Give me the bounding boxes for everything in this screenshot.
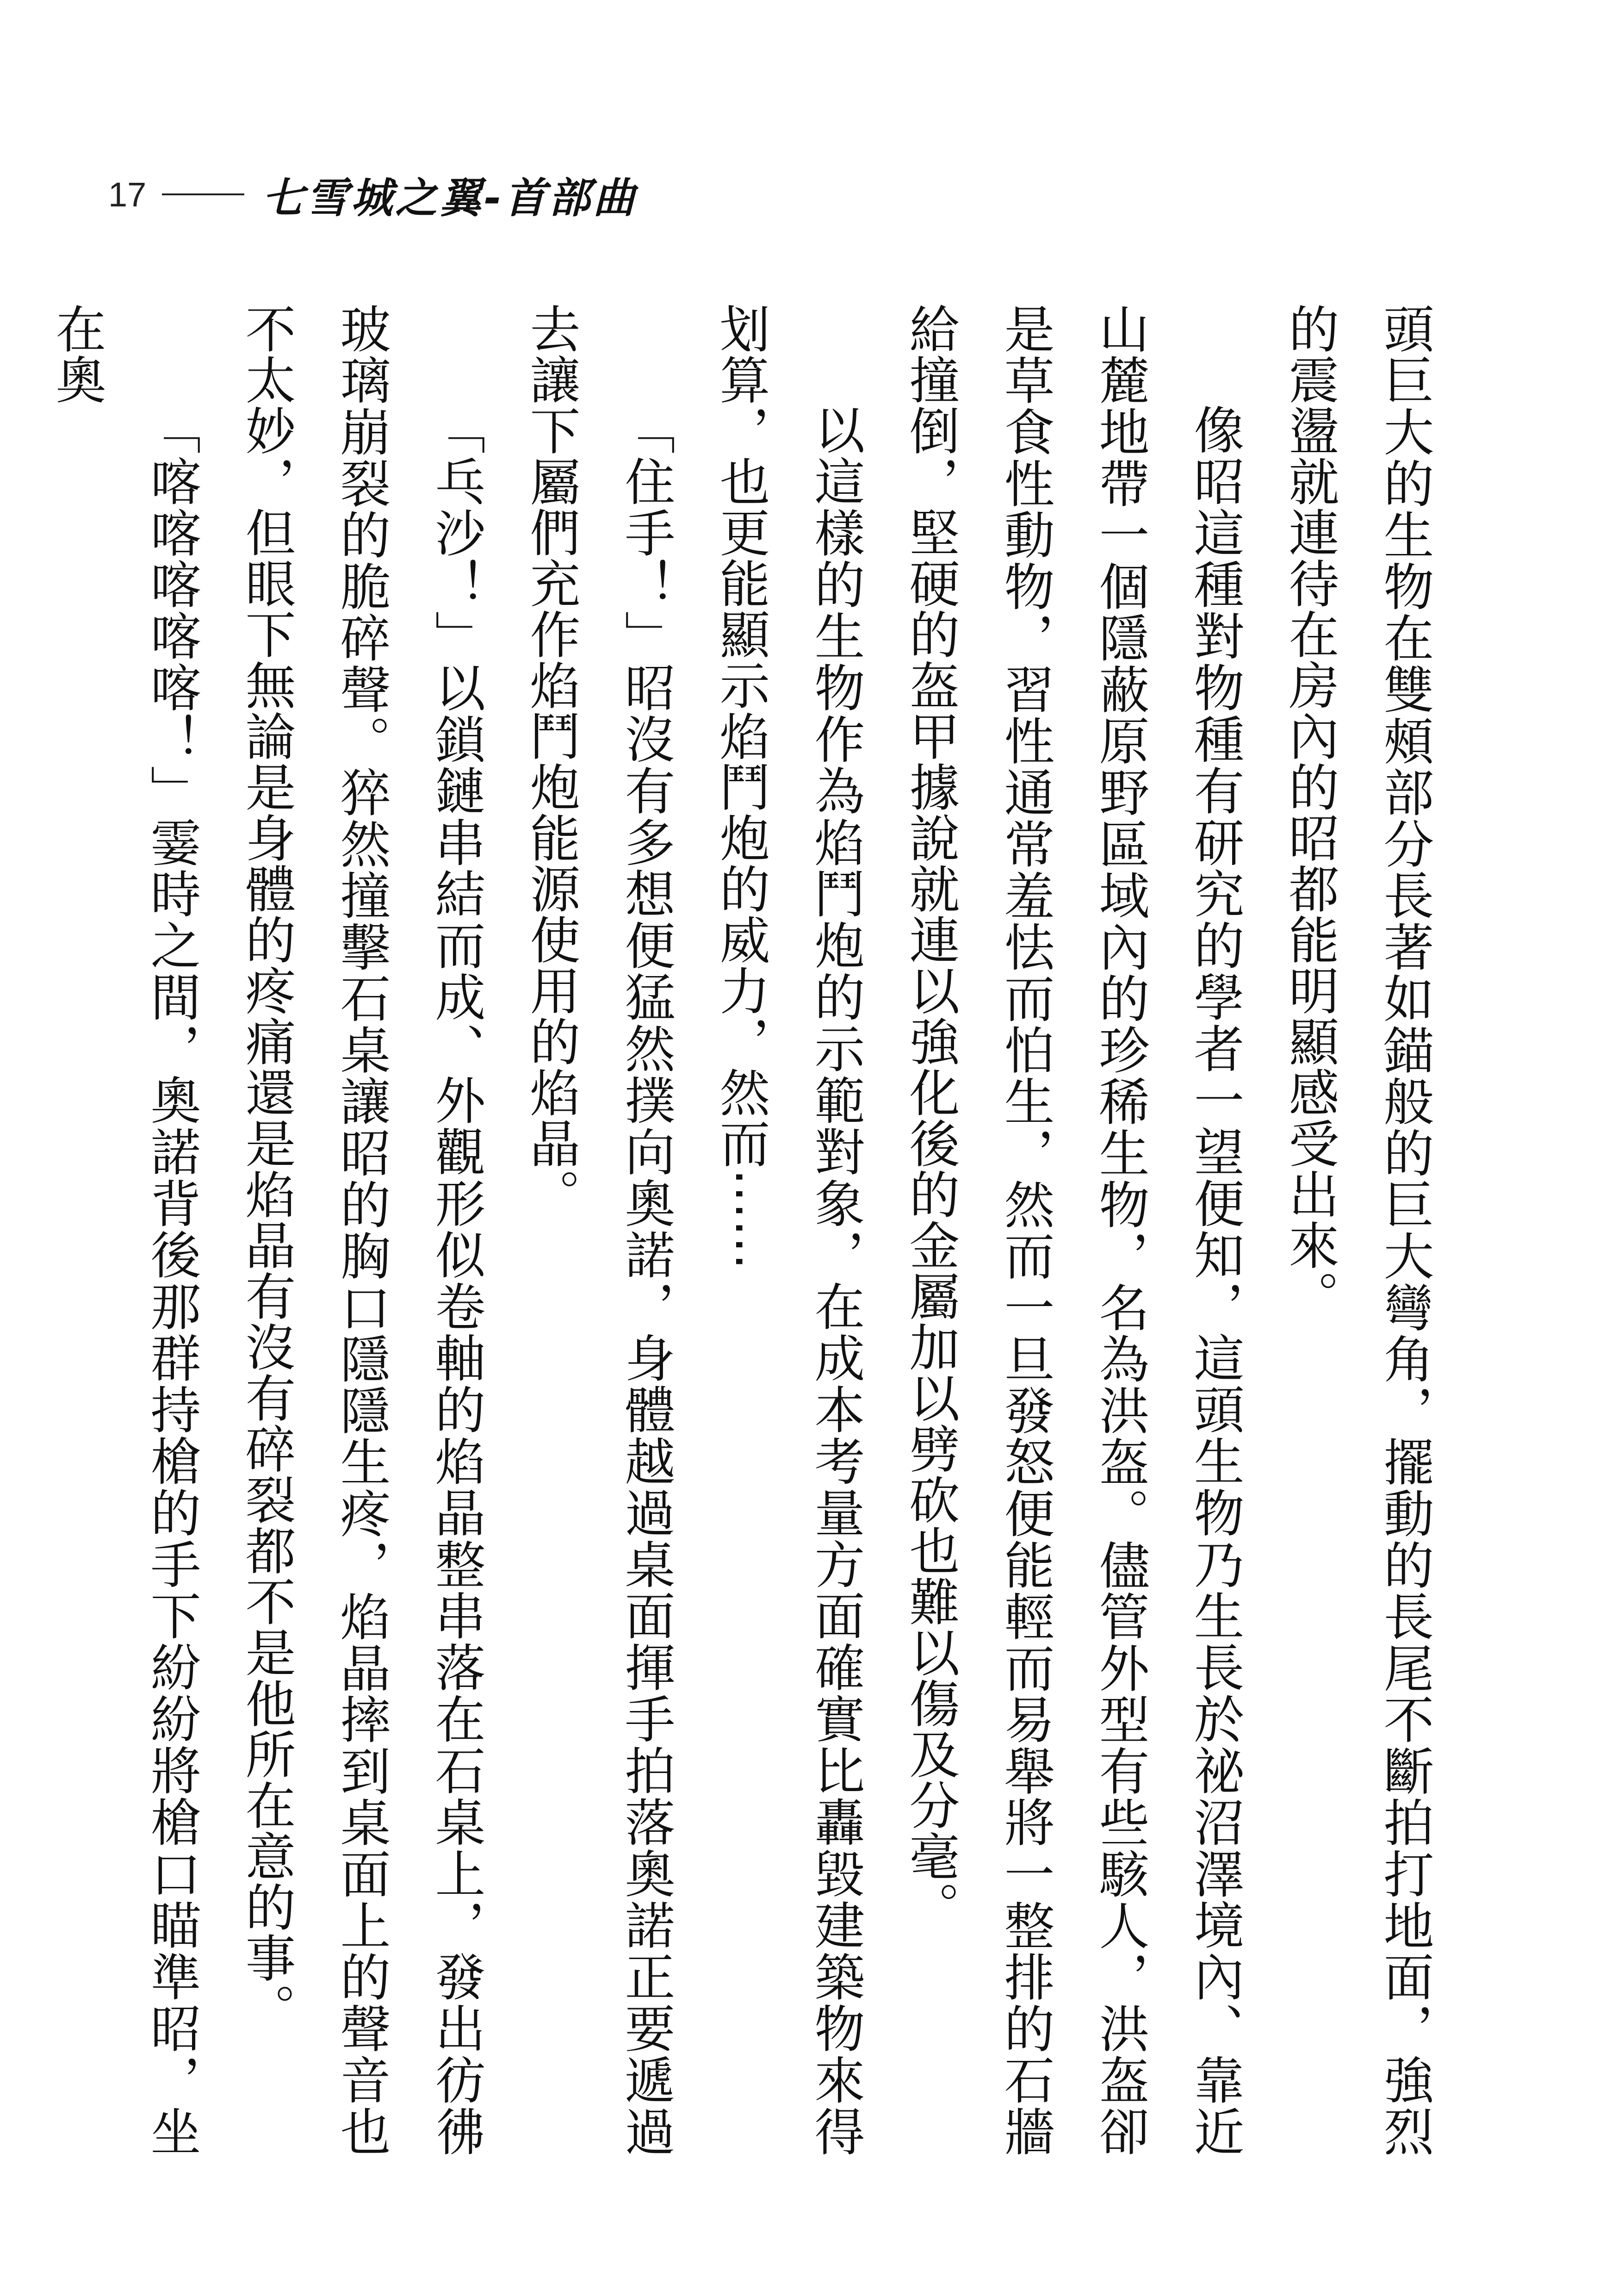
running-header	[108, 164, 638, 224]
paragraph: 以這樣的生物作為焰鬥炮的示範對象，在成本考量方面確實比轟毀建築物來得划算，也更能顯示焰鬥炮的威力，然而⋯⋯	[712, 303, 865, 2157]
page-number: 17	[108, 175, 147, 214]
paragraph: 「乓沙！」以鎖鏈串結而成、外觀形似卷軸的焰晶整串落在石桌上，發出彷彿玻璃崩裂的脆碎聲。猝然撞擊石桌讓昭的胸口隱隱生疼，焰晶摔到桌面上的聲音也不太妙，但眼下無論是身體的疼痛還是焰晶有沒有碎裂都不是他所在意的事。	[237, 303, 486, 2157]
paragraph: 「住手！」昭沒有多想便猛然撲向奧諾，身體越過桌面揮手拍落奧諾正要遞過去讓下屬們充作焰鬥炮能源使用的焰晶。	[522, 303, 676, 2157]
paragraph: 頭巨大的生物在雙頰部分長著如錨般的巨大彎角，擺動的長尾不斷拍打地面，強烈的震盪就連待在房內的昭都能明顯感受出來。	[1281, 303, 1434, 2157]
header-rule	[162, 193, 244, 195]
body-text	[30, 303, 1452, 2157]
paragraph: 像昭這種對物種有研究的學者一望便知，這頭生物乃生長於祕沼澤境內、靠近山麓地帶一個隱蔽原野區域內的珍稀生物，名為洪盔。儘管外型有些駭人，洪盔卻是草食性動物，習性通常羞怯而怕生，然而一旦發怒便能輕而易舉將一整排的石牆給撞倒，堅硬的盔甲據說就連以強化後的金屬加以劈砍也難以傷及分毫。	[901, 303, 1245, 2157]
paragraph: 「喀喀喀喀喀！」霎時之間，奧諾背後那群持槍的手下紛紛將槍口瞄準昭，坐在奧	[48, 303, 201, 2157]
book-title: 七雪城之翼-首部曲	[262, 174, 638, 223]
